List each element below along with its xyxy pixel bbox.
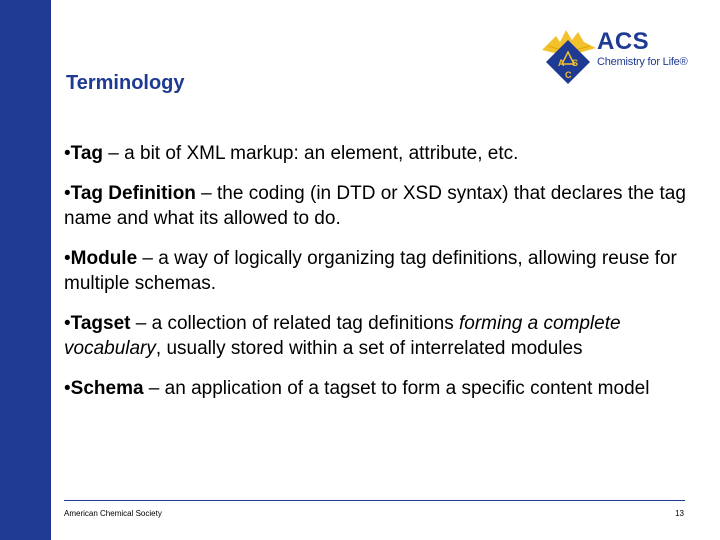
bullet-separator: – — [103, 143, 125, 164]
svg-text:C: C — [565, 70, 572, 80]
bullet-tagset — [64, 311, 704, 361]
bullet-separator: – — [195, 183, 218, 204]
bullet-term: Schema — [70, 378, 144, 399]
footer-divider — [64, 500, 685, 501]
bullet-marker: • — [64, 313, 71, 334]
bullet-schema — [64, 376, 704, 401]
bullet-term: Tag Definition — [70, 183, 196, 204]
logo-tagline: Chemistry for Life® — [597, 56, 688, 68]
bullet-module — [64, 246, 704, 296]
bullet-text: the coding (in DTD or XSD syntax) that declares the tag name and what its allowed to do. — [64, 183, 686, 229]
bullet-text: a way of logically organizing tag definitions, allowing reuse for multiple schemas. — [64, 248, 677, 294]
logo-wordmark: ACS — [597, 28, 650, 55]
svg-text:A: A — [558, 58, 565, 68]
bullet-marker: • — [64, 143, 71, 164]
bullet-separator: – — [137, 248, 159, 269]
bullet-text: a bit of XML markup: an element, attribute, etc. — [124, 143, 519, 164]
bullet-term: Tagset — [70, 313, 131, 334]
bullet-separator: – — [130, 313, 152, 334]
bullet-tag-definition — [64, 181, 704, 231]
bullet-text-after: , usually stored within a set of interrelated modules — [155, 338, 583, 359]
bullet-text: an application of a tagset to form a specific content model — [164, 378, 650, 399]
page-number: 13 — [675, 509, 684, 518]
bullet-separator: – — [143, 378, 165, 399]
bullet-term: Module — [70, 248, 138, 269]
slide-title: Terminology — [66, 72, 185, 94]
bullet-text: a collection of related tag definitions — [151, 313, 459, 334]
acs-logo — [538, 22, 688, 86]
bullet-marker: • — [64, 248, 71, 269]
footer-organization: American Chemical Society — [64, 509, 162, 518]
bullet-tag — [64, 141, 704, 166]
bullet-marker: • — [64, 183, 71, 204]
bullet-term: Tag — [70, 143, 104, 164]
svg-text:S: S — [572, 58, 579, 68]
bullet-marker: • — [64, 378, 71, 399]
left-accent-bar — [0, 0, 51, 540]
bullet-emphasis: forming a complete vocabulary — [64, 313, 621, 359]
acs-emblem-icon — [538, 22, 600, 86]
bullet-list — [64, 141, 704, 416]
